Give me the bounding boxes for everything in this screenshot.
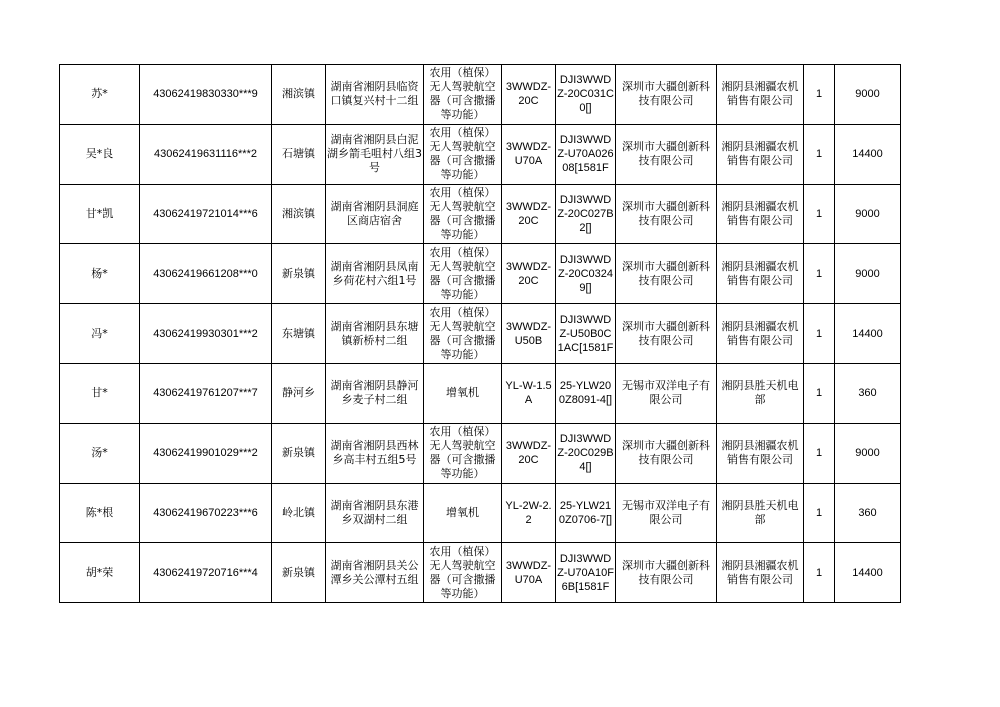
cell-town: 湘滨镇: [272, 184, 326, 244]
cell-manufacturer: 深圳市大疆创新科技有限公司: [616, 244, 717, 304]
cell-category: 农用（植保）无人驾驶航空器（可含撒播等功能）: [424, 65, 502, 125]
cell-subsidy: 9000: [835, 184, 901, 244]
cell-category: 农用（植保）无人驾驶航空器（可含撒播等功能）: [424, 423, 502, 483]
cell-serial: DJI3WWDZ-20C03249[]: [556, 244, 616, 304]
table-row: [60, 363, 901, 423]
cell-quantity: 1: [804, 363, 835, 423]
cell-id-number: 43062419631116***2: [140, 124, 272, 184]
cell-serial: DJI3WWDZ-20C029B4[]: [556, 423, 616, 483]
cell-category: 农用（植保）无人驾驶航空器（可含撒播等功能）: [424, 304, 502, 364]
cell-manufacturer: 无锡市双洋电子有限公司: [616, 363, 717, 423]
cell-quantity: 1: [804, 65, 835, 125]
cell-name: 胡*荣: [60, 543, 140, 603]
cell-id-number: 43062419830330***9: [140, 65, 272, 125]
cell-category: 农用（植保）无人驾驶航空器（可含撒播等功能）: [424, 543, 502, 603]
cell-subsidy: 14400: [835, 304, 901, 364]
subsidy-table-container: [59, 64, 901, 603]
cell-name: 甘*: [60, 363, 140, 423]
cell-quantity: 1: [804, 184, 835, 244]
cell-address: 湖南省湘阴县白泥湖乡箭毛咀村八组3号: [326, 124, 424, 184]
cell-serial: DJI3WWDZ-U70A02608[1581F: [556, 124, 616, 184]
cell-dealer: 湘阴县湘疆农机销售有限公司: [717, 124, 804, 184]
cell-id-number: 43062419761207***7: [140, 363, 272, 423]
cell-subsidy: 360: [835, 363, 901, 423]
table-row: [60, 543, 901, 603]
cell-model: 3WWDZ-20C: [502, 423, 556, 483]
cell-address: 湖南省湘阴县凤南乡荷花村六组1号: [326, 244, 424, 304]
cell-subsidy: 9000: [835, 423, 901, 483]
table-body: [60, 65, 901, 603]
cell-name: 汤*: [60, 423, 140, 483]
cell-dealer: 湘阴县湘疆农机销售有限公司: [717, 244, 804, 304]
cell-manufacturer: 深圳市大疆创新科技有限公司: [616, 65, 717, 125]
cell-serial: 25-YLW200Z8091-4[]: [556, 363, 616, 423]
cell-category: 增氧机: [424, 363, 502, 423]
cell-category: 增氧机: [424, 483, 502, 543]
cell-id-number: 43062419721014***6: [140, 184, 272, 244]
cell-category: 农用（植保）无人驾驶航空器（可含撒播等功能）: [424, 124, 502, 184]
cell-town: 岭北镇: [272, 483, 326, 543]
cell-quantity: 1: [804, 423, 835, 483]
cell-address: 湖南省湘阴县静河乡麦子村二组: [326, 363, 424, 423]
cell-model: 3WWDZ-20C: [502, 244, 556, 304]
cell-dealer: 湘阴县湘疆农机销售有限公司: [717, 304, 804, 364]
cell-model: 3WWDZ-20C: [502, 65, 556, 125]
cell-subsidy: 9000: [835, 65, 901, 125]
cell-serial: DJI3WWDZ-U50B0C1AC[1581F: [556, 304, 616, 364]
cell-name: 苏*: [60, 65, 140, 125]
cell-address: 湖南省湘阴县东塘镇新桥村二组: [326, 304, 424, 364]
cell-dealer: 湘阴县湘疆农机销售有限公司: [717, 65, 804, 125]
cell-serial: 25-YLW210Z0706-7[]: [556, 483, 616, 543]
cell-name: 杨*: [60, 244, 140, 304]
cell-address: 湖南省湘阴县临资口镇复兴村十二组: [326, 65, 424, 125]
cell-dealer: 湘阴县胜天机电部: [717, 363, 804, 423]
cell-manufacturer: 深圳市大疆创新科技有限公司: [616, 423, 717, 483]
cell-dealer: 湘阴县湘疆农机销售有限公司: [717, 184, 804, 244]
cell-id-number: 43062419930301***2: [140, 304, 272, 364]
cell-subsidy: 14400: [835, 543, 901, 603]
cell-town: 石塘镇: [272, 124, 326, 184]
table-row: [60, 124, 901, 184]
cell-serial: DJI3WWDZ-20C031C0[]: [556, 65, 616, 125]
cell-id-number: 43062419720716***4: [140, 543, 272, 603]
cell-category: 农用（植保）无人驾驶航空器（可含撒播等功能）: [424, 244, 502, 304]
cell-town: 新泉镇: [272, 244, 326, 304]
cell-serial: DJI3WWDZ-20C027B2[]: [556, 184, 616, 244]
cell-manufacturer: 深圳市大疆创新科技有限公司: [616, 124, 717, 184]
cell-quantity: 1: [804, 124, 835, 184]
cell-town: 新泉镇: [272, 423, 326, 483]
table-row: [60, 184, 901, 244]
cell-manufacturer: 无锡市双洋电子有限公司: [616, 483, 717, 543]
cell-town: 东塘镇: [272, 304, 326, 364]
cell-dealer: 湘阴县胜天机电部: [717, 483, 804, 543]
cell-name: 吴*良: [60, 124, 140, 184]
cell-quantity: 1: [804, 483, 835, 543]
cell-manufacturer: 深圳市大疆创新科技有限公司: [616, 304, 717, 364]
cell-id-number: 43062419661208***0: [140, 244, 272, 304]
cell-name: 陈*根: [60, 483, 140, 543]
cell-dealer: 湘阴县湘疆农机销售有限公司: [717, 543, 804, 603]
cell-subsidy: 9000: [835, 244, 901, 304]
cell-manufacturer: 深圳市大疆创新科技有限公司: [616, 543, 717, 603]
cell-id-number: 43062419670223***6: [140, 483, 272, 543]
table-row: [60, 244, 901, 304]
table-row: [60, 423, 901, 483]
cell-model: YL-W-1.5A: [502, 363, 556, 423]
subsidy-table: [59, 64, 901, 603]
cell-name: 甘*凯: [60, 184, 140, 244]
cell-category: 农用（植保）无人驾驶航空器（可含撒播等功能）: [424, 184, 502, 244]
cell-town: 湘滨镇: [272, 65, 326, 125]
cell-subsidy: 14400: [835, 124, 901, 184]
cell-address: 湖南省湘阴县西林乡高丰村五组5号: [326, 423, 424, 483]
cell-manufacturer: 深圳市大疆创新科技有限公司: [616, 184, 717, 244]
cell-quantity: 1: [804, 304, 835, 364]
cell-model: 3WWDZ-20C: [502, 184, 556, 244]
cell-serial: DJI3WWDZ-U70A10F6B[1581F: [556, 543, 616, 603]
cell-town: 静河乡: [272, 363, 326, 423]
cell-quantity: 1: [804, 543, 835, 603]
cell-model: 3WWDZ-U70A: [502, 543, 556, 603]
cell-address: 湖南省湘阴县关公潭乡关公潭村五组: [326, 543, 424, 603]
table-row: [60, 304, 901, 364]
cell-address: 湖南省湘阴县东港乡双湖村二组: [326, 483, 424, 543]
cell-name: 冯*: [60, 304, 140, 364]
cell-quantity: 1: [804, 244, 835, 304]
cell-dealer: 湘阴县湘疆农机销售有限公司: [717, 423, 804, 483]
cell-model: 3WWDZ-U70A: [502, 124, 556, 184]
cell-model: 3WWDZ-U50B: [502, 304, 556, 364]
cell-address: 湖南省湘阴县洞庭区商店宿舍: [326, 184, 424, 244]
cell-id-number: 43062419901029***2: [140, 423, 272, 483]
cell-town: 新泉镇: [272, 543, 326, 603]
cell-subsidy: 360: [835, 483, 901, 543]
cell-model: YL-2W-2.2: [502, 483, 556, 543]
table-row: [60, 483, 901, 543]
table-row: [60, 65, 901, 125]
